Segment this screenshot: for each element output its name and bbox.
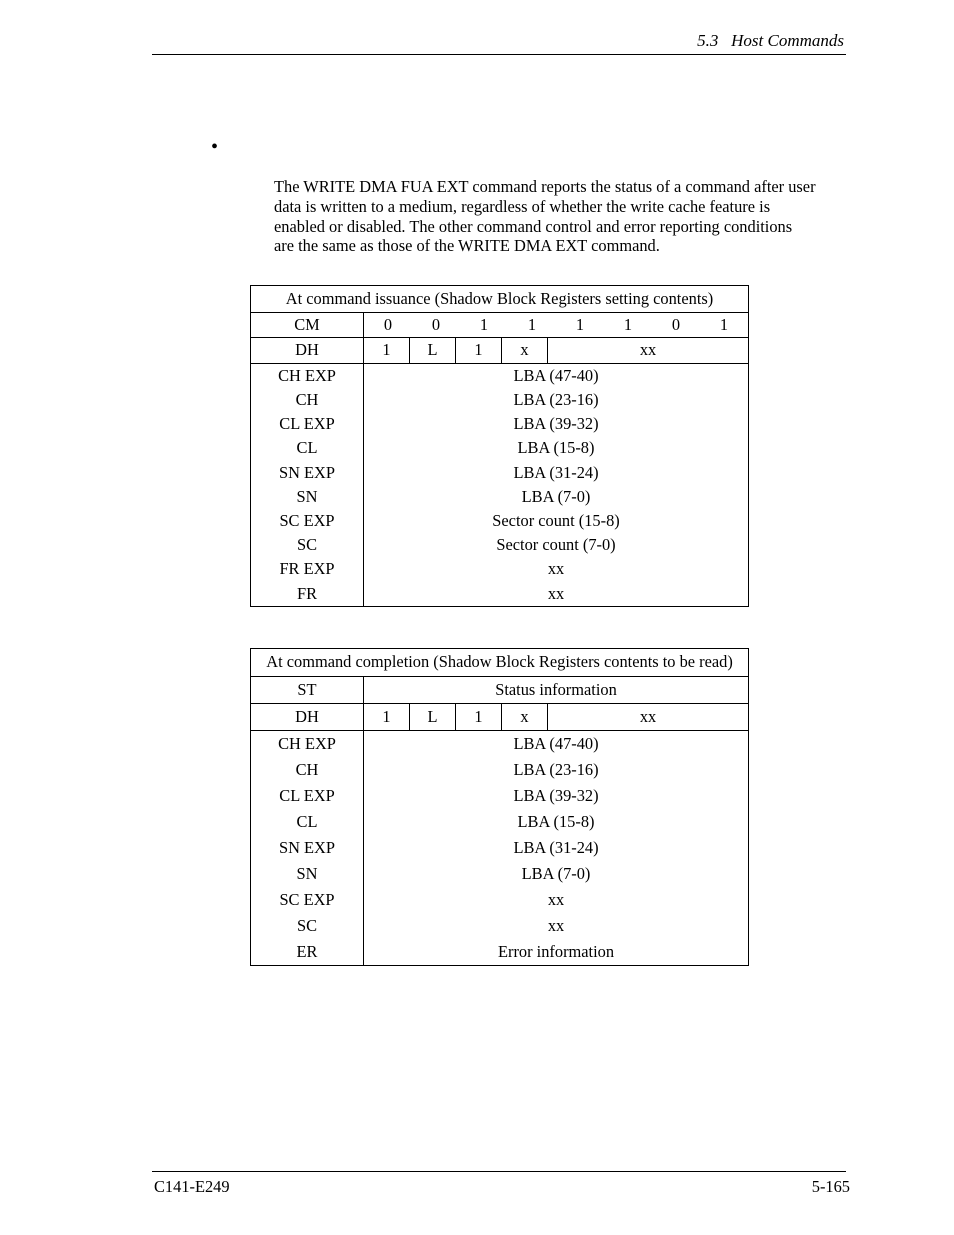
- register-value: xx: [364, 582, 749, 607]
- bit-value: 1: [527, 314, 537, 334]
- register-label: CL: [251, 809, 364, 835]
- register-label: CH EXP: [251, 364, 364, 389]
- dh-rest: xx: [548, 338, 749, 364]
- register-value: LBA (23-16): [364, 757, 749, 783]
- register-label: SN: [251, 485, 364, 509]
- register-value: xx: [364, 913, 749, 939]
- register-value: LBA (39-32): [364, 783, 749, 809]
- running-header: 5.3 Host Commands: [697, 31, 844, 50]
- bit-value: 1: [623, 314, 633, 334]
- dh-bit: 1: [364, 704, 410, 731]
- register-label: CL: [251, 437, 364, 461]
- register-label: CH EXP: [251, 731, 364, 758]
- dh-bit: 1: [364, 338, 410, 364]
- register-label: SC: [251, 913, 364, 939]
- issuance-register-table: [250, 285, 749, 607]
- register-label: CH: [251, 757, 364, 783]
- register-value: Sector count (15-8): [364, 509, 749, 533]
- bit-value: 0: [671, 314, 681, 334]
- register-label: SC EXP: [251, 887, 364, 913]
- register-value: LBA (31-24): [364, 461, 749, 485]
- register-label: SN EXP: [251, 835, 364, 861]
- register-label: FR EXP: [251, 558, 364, 582]
- intro-paragraph: [274, 177, 848, 256]
- dh-bit: L: [410, 704, 456, 731]
- register-value: LBA (47-40): [364, 731, 749, 758]
- bullet-mark: •: [211, 136, 219, 158]
- register-label-cm: CM: [251, 313, 364, 338]
- bit-value: 1: [479, 314, 489, 334]
- register-value: LBA (7-0): [364, 485, 749, 509]
- bit-value: 1: [719, 314, 729, 334]
- cm-bits: [364, 313, 749, 338]
- register-label: CH: [251, 388, 364, 412]
- register-value: Error information: [364, 939, 749, 966]
- dh-bit: 1: [456, 704, 502, 731]
- register-label: CL EXP: [251, 783, 364, 809]
- register-value: LBA (15-8): [364, 437, 749, 461]
- register-value: Sector count (7-0): [364, 533, 749, 557]
- intro-line: are the same as those of the WRITE DMA EXT command.: [274, 236, 660, 256]
- register-value: xx: [364, 887, 749, 913]
- dh-bit: 1: [456, 338, 502, 364]
- st-value: Status information: [364, 677, 749, 704]
- intro-line: The WRITE DMA FUA EXT command reports the status of a command after user: [274, 177, 816, 196]
- header-rule: [152, 54, 846, 55]
- register-label-dh: DH: [251, 338, 364, 364]
- register-label: SN: [251, 861, 364, 887]
- dh-bit: x: [502, 704, 548, 731]
- dh-bit: x: [502, 338, 548, 364]
- table-caption: At command completion (Shadow Block Registers contents to be read): [251, 649, 749, 677]
- intro-line: enabled or disabled. The other command control and error reporting conditions: [274, 216, 793, 236]
- footer-rule: [152, 1171, 846, 1172]
- table-caption: At command issuance (Shadow Block Registers setting contents): [251, 286, 749, 313]
- register-value: LBA (47-40): [364, 364, 749, 389]
- register-value: xx: [364, 558, 749, 582]
- intro-line: data is written to a medium, regardless of whether the write cache feature is: [274, 196, 771, 216]
- page-number: 5-165: [811, 1177, 850, 1196]
- register-label-dh: DH: [251, 704, 364, 731]
- register-label: ER: [251, 939, 364, 966]
- register-value: LBA (39-32): [364, 412, 749, 436]
- register-value: LBA (15-8): [364, 809, 749, 835]
- bit-value: 0: [383, 314, 393, 334]
- dh-bit: L: [410, 338, 456, 364]
- dh-rest: xx: [548, 704, 749, 731]
- register-label: SC EXP: [251, 509, 364, 533]
- bit-value: 0: [431, 314, 441, 334]
- register-label: SN EXP: [251, 461, 364, 485]
- bit-value: 1: [575, 314, 585, 334]
- document-id: C141-E249: [154, 1177, 230, 1196]
- register-value: LBA (7-0): [364, 861, 749, 887]
- completion-register-table: [250, 648, 749, 966]
- register-label: SC: [251, 533, 364, 557]
- register-value: LBA (31-24): [364, 835, 749, 861]
- register-label: CL EXP: [251, 412, 364, 436]
- register-label-st: ST: [251, 677, 364, 704]
- register-label: FR: [251, 582, 364, 607]
- register-value: LBA (23-16): [364, 388, 749, 412]
